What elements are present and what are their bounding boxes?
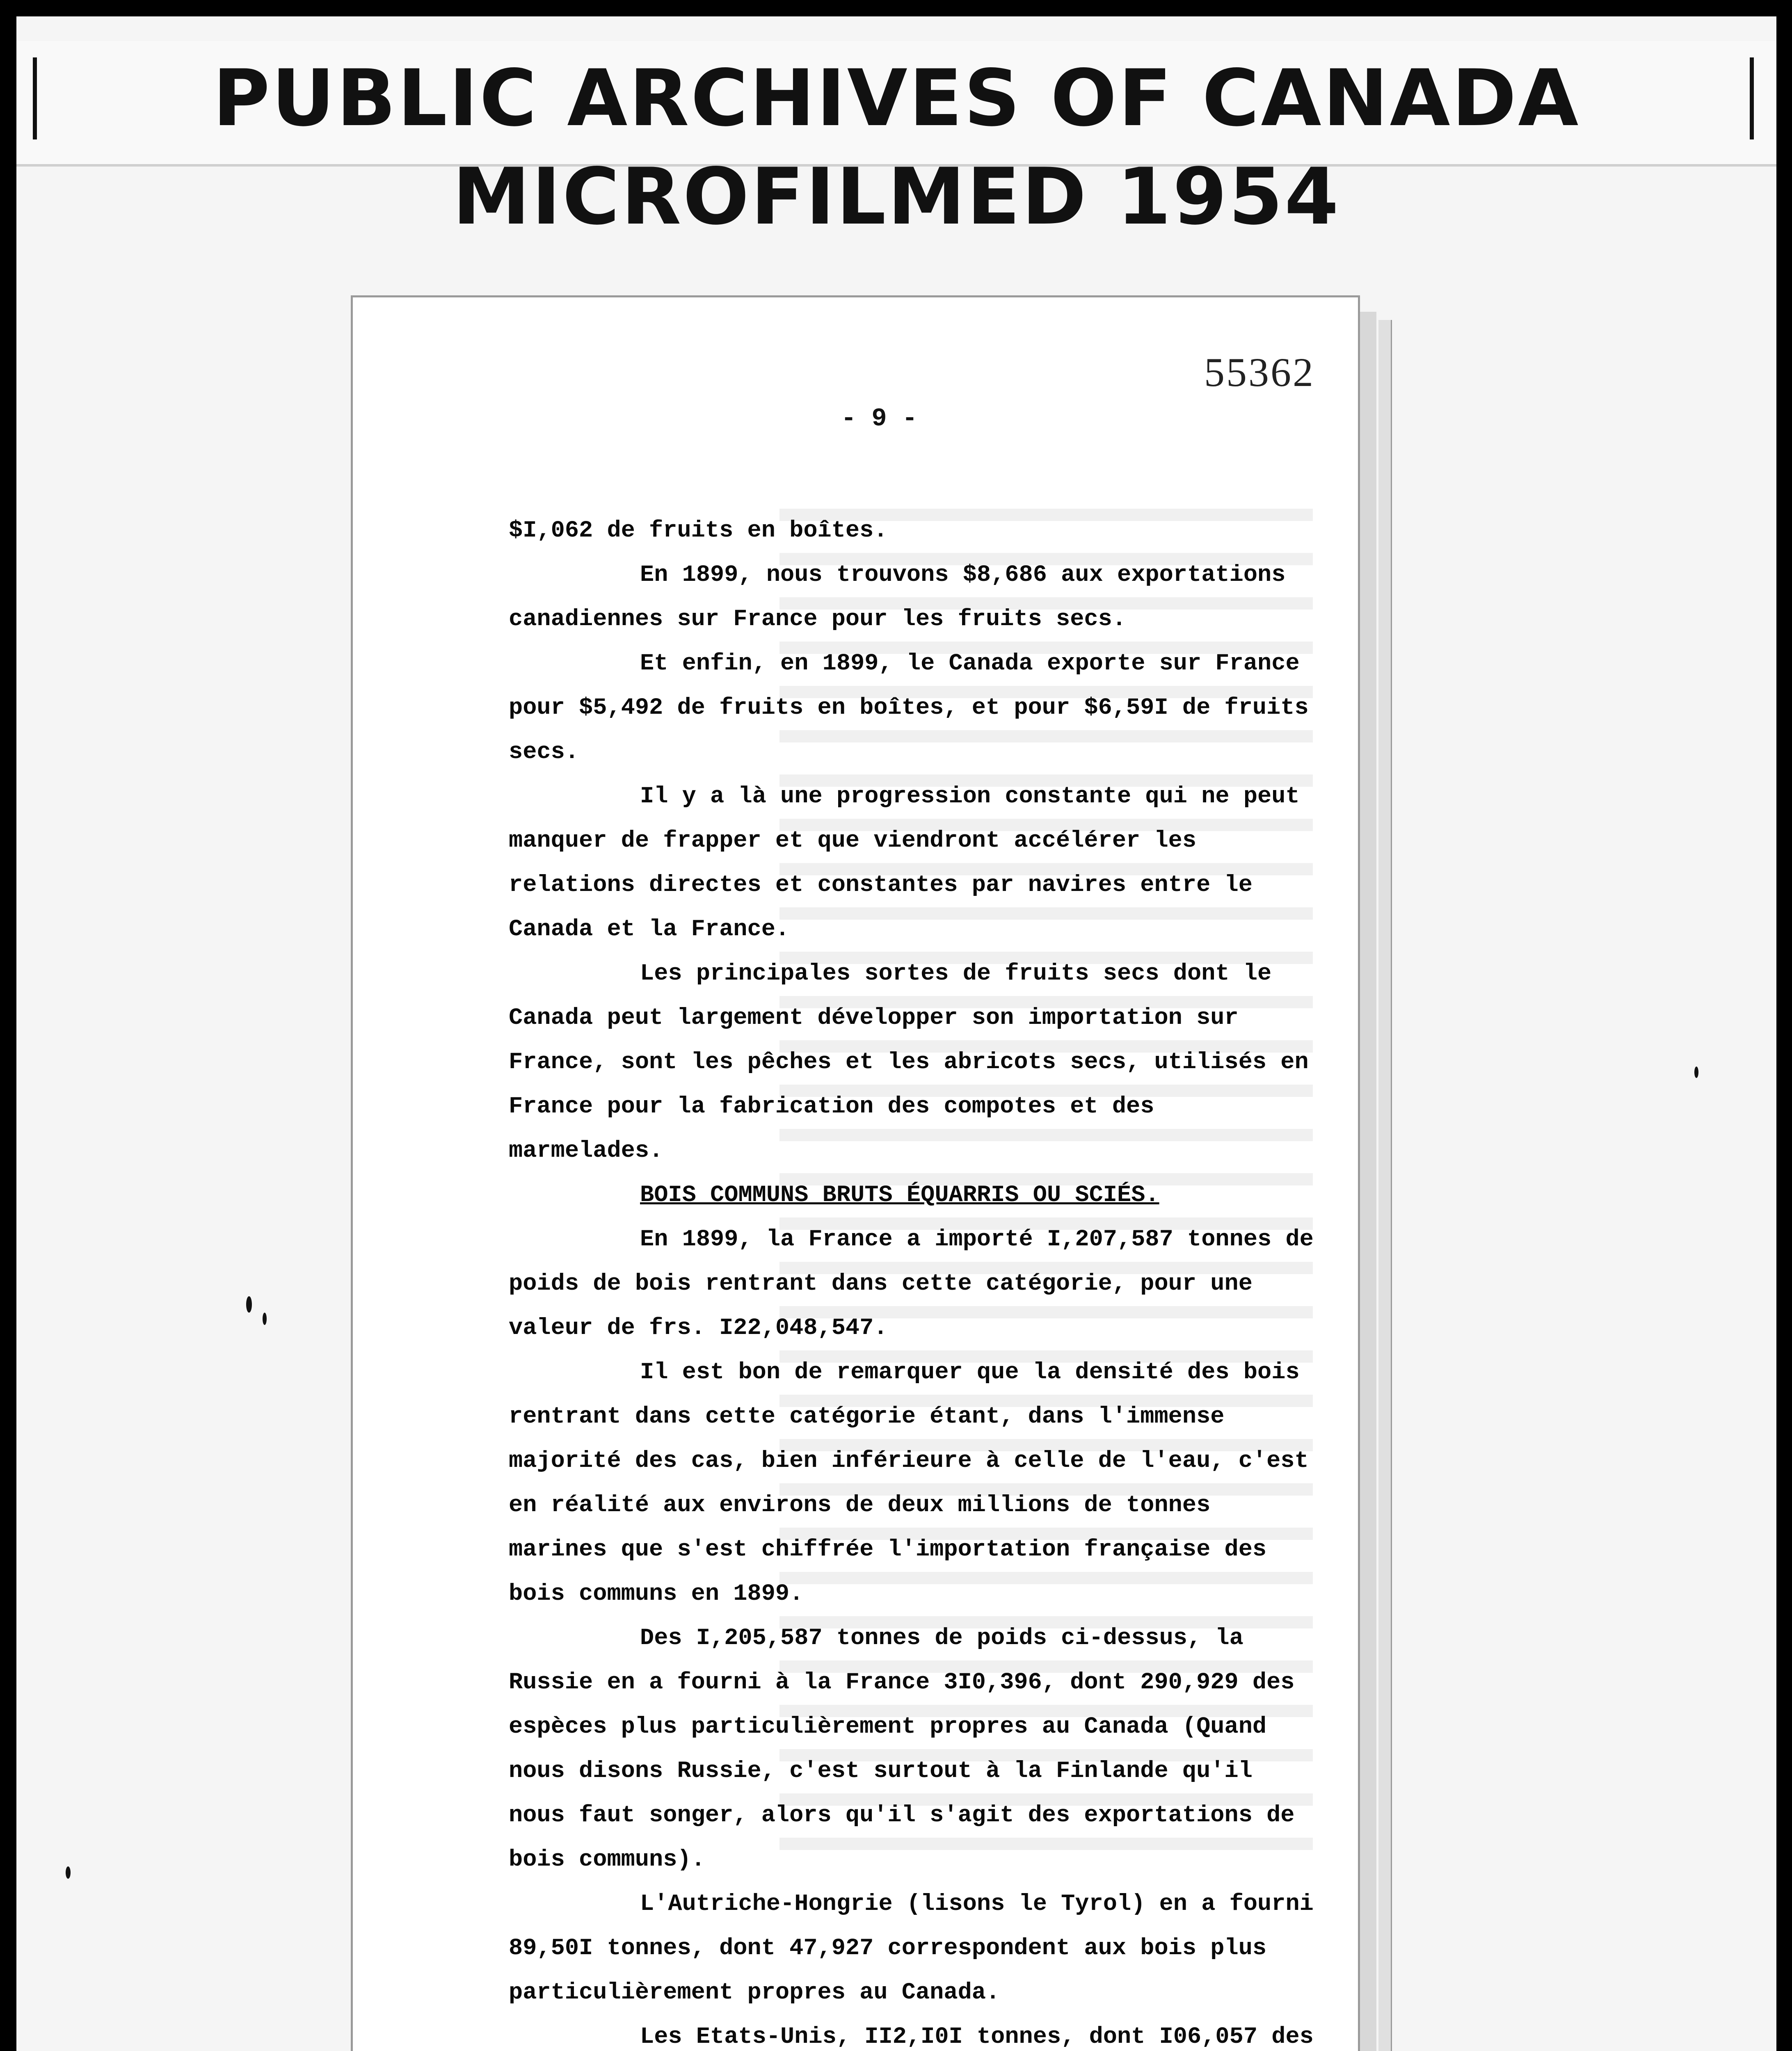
paragraph: Et enfin, en 1899, le Canada exporte sur France pour $5,492 de fruits en boîtes, et pour $6,59I de fruits secs. xyxy=(509,651,1309,765)
paragraph: L'Autriche-Hongrie (lisons le Tyrol) en a fourni 89,50I tonnes, dont 47,927 correspondent aux bois plus particulièrement propres au Canada. xyxy=(509,1891,1314,2006)
paragraph: En 1899, nous trouvons $8,686 aux exportations canadiennes sur France pour les fruits secs. xyxy=(509,562,1286,633)
paragraph: En 1899, la France a importé I,207,587 tonnes de poids de bois rentrant dans cette catégorie, pour une valeur de frs. I22,048,547. xyxy=(509,1226,1314,1341)
banner-right-mark xyxy=(1750,57,1754,139)
paragraph: $I,062 de fruits en boîtes. xyxy=(509,518,888,544)
section-heading: BOIS COMMUNS BRUTS ÉQUARRIS OU SCIÉS. xyxy=(640,1182,1159,1208)
paragraph: Les Etats-Unis, II2,I0I tonnes, dont I06,057 des xyxy=(640,2024,1314,2050)
archive-number: 55362 xyxy=(1204,349,1315,395)
page-number: - 9 - xyxy=(841,404,918,433)
document-body xyxy=(509,509,1321,2051)
paragraph: Il est bon de remarquer que la densité des bois rentrant dans cette catégorie étant, dans l'immense majorité des cas, bien inférieure à celle de l'eau, c'est en réalité aux environs de deux millions de tonnes marines que s'est chiffrée l'importation française des bois communs en 1899. xyxy=(509,1359,1309,1607)
paragraph: Des I,205,587 tonnes de poids ci-dessus, la Russie en a fourni à la France 3I0,396, dont 290,929 des espèces plus particulièrement propres au Canada (Quand nous disons Russie, c'est surtout à la Finlande qu'il nous faut songer, alors qu'il s'agit des exportations de bois communs). xyxy=(509,1625,1295,1873)
paper-edge xyxy=(1378,320,1392,2051)
paragraph: Les principales sortes de fruits secs dont le Canada peut largement développer son importation sur France, sont les pêches et les abricots secs, utilisés en France pour la fabrication des compotes et des marmelades. xyxy=(509,961,1309,1164)
top-banner xyxy=(16,41,1776,242)
top-banner-text: PUBLIC ARCHIVES OF CANADA MICROFILMED 1954 xyxy=(213,53,1580,242)
paragraph: Il y a là une progression constante qui ne peut manquer de frapper et que viendront accélérer les relations directes et constantes par navires entre le Canada et la France. xyxy=(509,783,1300,943)
